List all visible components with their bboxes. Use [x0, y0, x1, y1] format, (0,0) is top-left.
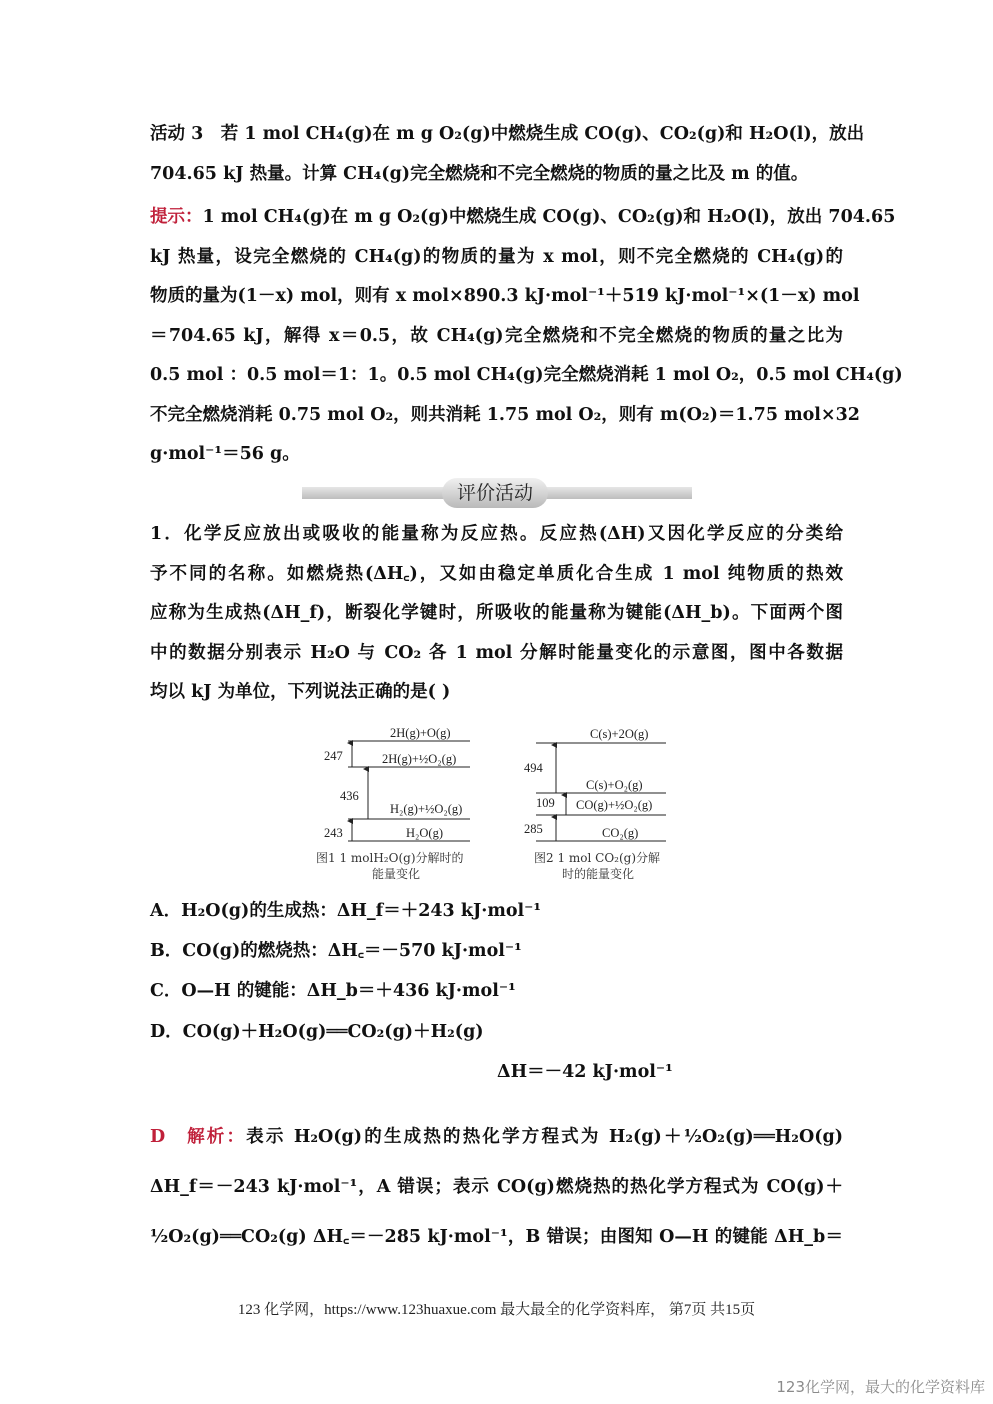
answer-label: 解析：: [187, 1127, 247, 1147]
figure2-level-4: CO₂(g): [602, 826, 639, 840]
activity3-paragraph: [150, 115, 865, 194]
option-b[interactable]: B．CO(g)的燃烧热：ΔH꜀＝－570 kJ·mol⁻¹: [150, 941, 522, 961]
figure1-caption-2: 能量变化: [372, 867, 421, 881]
hint-line-6: 不完全燃烧消耗 0.75 mol O₂，则共消耗 1.75 mol O₂，则有 m(O₂)＝1.75 mol×32: [150, 404, 860, 425]
figure2-value-2: 109: [536, 796, 555, 810]
activity3-line-2: 704.65 kJ 热量。计算 CH₄(g)完全燃烧和不完全燃烧的物质的量之比及 m 的值。: [150, 163, 809, 184]
option-d[interactable]: D．CO(g)＋H₂O(g)══CO₂(g)＋H₂(g): [150, 1022, 484, 1042]
energy-diagrams: [300, 715, 700, 885]
figure2-level-3: CO(g)+½O₂(g): [576, 798, 653, 812]
figure1-level-2: 2H(g)+½O₂(g): [382, 752, 457, 766]
figure1-level-3: H₂(g)+½O₂(g): [390, 802, 463, 816]
figure2-value-3: 285: [524, 822, 543, 836]
answer-line-1: 表示 H₂O(g)的生成热的热化学方程式为 H₂(g)＋½O₂(g)══H₂O(g): [246, 1127, 843, 1147]
figure1-level-1: 2H(g)+O(g): [390, 726, 451, 740]
hint-line-5: 0.5 mol ：0.5 mol＝1：1。0.5 mol CH₄(g)完全燃烧消耗 1 mol O₂，0.5 mol CH₄(g): [150, 365, 903, 385]
option-c[interactable]: C．O—H 的键能：ΔH_b＝＋436 kJ·mol⁻¹: [150, 981, 516, 1001]
hint-line-2: kJ 热量，设完全燃烧的 CH₄(g)的物质的量为 x mol，则不完全燃烧的 CH₄(g)的: [150, 246, 843, 267]
figure2-diagram: [524, 727, 666, 881]
page-footer: 123 化学网，https://www.123huaxue.com 最大最全的化学资料库， 第7页 共15页: [237, 1302, 756, 1318]
figure1-value-3: 243: [324, 826, 343, 840]
figure2-value-1: 494: [524, 761, 543, 775]
hint-line-4: ＝704.65 kJ，解得 x＝0.5，故 CH₄(g)完全燃烧和不完全燃烧的物质的量之比为: [150, 325, 843, 346]
hint-paragraph: [150, 198, 903, 475]
figure2-level-2: C(s)+O₂(g): [586, 778, 643, 792]
figure1-level-4: H₂O(g): [406, 826, 443, 840]
question-line-5: 均以 kJ 为单位，下列说法正确的是( ): [150, 682, 451, 702]
section-title: 评价活动: [442, 478, 548, 508]
hint-label: 提示：: [150, 207, 203, 227]
figure1-value-2: 436: [340, 789, 359, 803]
answer-paragraph: [150, 1112, 843, 1262]
hint-line-7: g·mol⁻¹＝56 g。: [150, 444, 300, 464]
answer-letter: D: [150, 1127, 166, 1147]
activity3-label: 活动 3: [150, 124, 204, 144]
question-line-3: 应称为生成热(ΔH_f)，断裂化学键时，所吸收的能量称为键能(ΔH_b)。下面两个图: [150, 603, 843, 623]
activity3-line-1: 若 1 mol CH₄(g)在 m g O₂(g)中燃烧生成 CO(g)、CO₂(g)和 H₂O(l)，放出: [220, 124, 865, 144]
option-d-delta-h: ΔH＝－42 kJ·mol⁻¹: [497, 1062, 673, 1082]
question-paragraph: [150, 515, 843, 713]
hint-line-1: 1 mol CH₄(g)在 m g O₂(g)中燃烧生成 CO(g)、CO₂(g)和 H₂O(l)，放出 704.65: [202, 207, 896, 227]
answer-line-2: ΔH_f＝－243 kJ·mol⁻¹，A 错误；表示 CO(g)燃烧热的热化学方程式为 CO(g)＋: [150, 1177, 843, 1197]
figure2-level-1: C(s)+2O(g): [590, 727, 649, 741]
figure1-caption-1: 图1 1 molH₂O(g)分解时的: [316, 851, 464, 865]
hint-line-3: 物质的量为(1－x) mol，则有 x mol×890.3 kJ·mol⁻¹＋519 kJ·mol⁻¹×(1－x) mol: [150, 286, 860, 306]
option-a[interactable]: A．H₂O(g)的生成热：ΔH_f＝＋243 kJ·mol⁻¹: [150, 901, 542, 921]
figure1-value-1: 247: [324, 749, 343, 763]
figure2-caption-2: 时的能量变化: [562, 867, 635, 881]
figure1-diagram: [316, 726, 470, 881]
question-line-2: 予不同的名称。如燃烧热(ΔH꜀)，又如由稳定单质化合生成 1 mol 纯物质的热效: [150, 563, 843, 584]
figure2-caption-1: 图2 1 mol CO₂(g)分解: [534, 851, 661, 865]
answer-line-3: ½O₂(g)══CO₂(g) ΔH꜀＝－285 kJ·mol⁻¹，B 错误；由图知 O—H 的键能 ΔH_b＝: [150, 1227, 843, 1247]
watermark: 123化学网，最大的化学资料库: [776, 1378, 985, 1396]
question-line-1: 1．化学反应放出或吸收的能量称为反应热。反应热(ΔH)又因化学反应的分类给: [150, 524, 843, 544]
question-line-4: 中的数据分别表示 H₂O 与 CO₂ 各 1 mol 分解时能量变化的示意图，图中各数据: [150, 642, 843, 663]
